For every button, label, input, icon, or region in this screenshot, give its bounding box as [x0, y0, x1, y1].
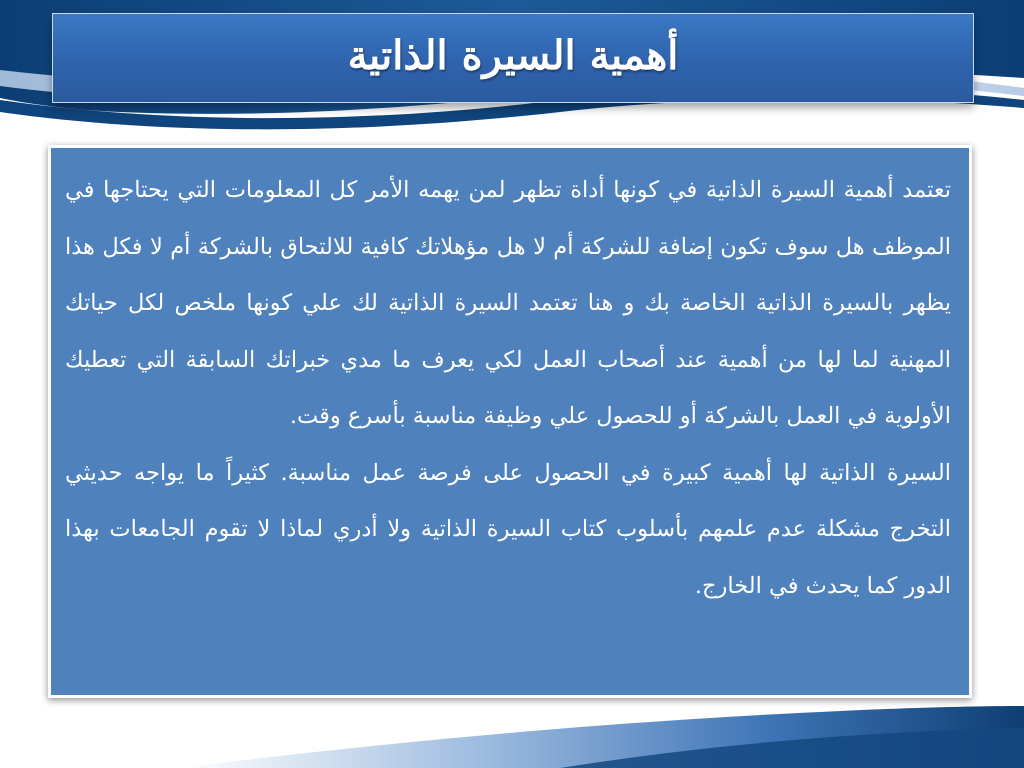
content-box: [48, 145, 972, 698]
paragraph-2: السيرة الذاتية لها أهمية كبيرة في الحصول على فرصة عمل مناسبة. كثيراً ما يواجه حديثي التخرج مشكلة عدم علمهم بأسلوب كتاب السيرة الذاتية ولا أدري لماذا لا تقوم الجامعات بهذا الدور كما يحدث في الخارج.: [65, 459, 951, 599]
slide-title: أهمية السيرة الذاتية: [347, 31, 679, 79]
title-bar: [52, 13, 974, 103]
paragraph-1: تعتمد أهمية السيرة الذاتية في كونها أداة تظهر لمن يهمه الأمر كل المعلومات التي يحتاجها في الموظف هل سوف تكون إضافة للشركة أم لا هل مؤهلاتك كافية للالتحاق بالشركة أم لا فكل هذا يظهر بالسيرة الذاتية الخاصة بك و هنا تعتمد السيرة الذاتية لك علي كونها ملخص لكل حياتك المهنية لما لها من أهمية عند أصحاب العمل لكي يعرف ما مدي خبراتك السابقة التي تعطيك الأولوية في العمل بالشركة أو للحصول علي وظيفة مناسبة بأسرع وقت.: [65, 177, 951, 429]
